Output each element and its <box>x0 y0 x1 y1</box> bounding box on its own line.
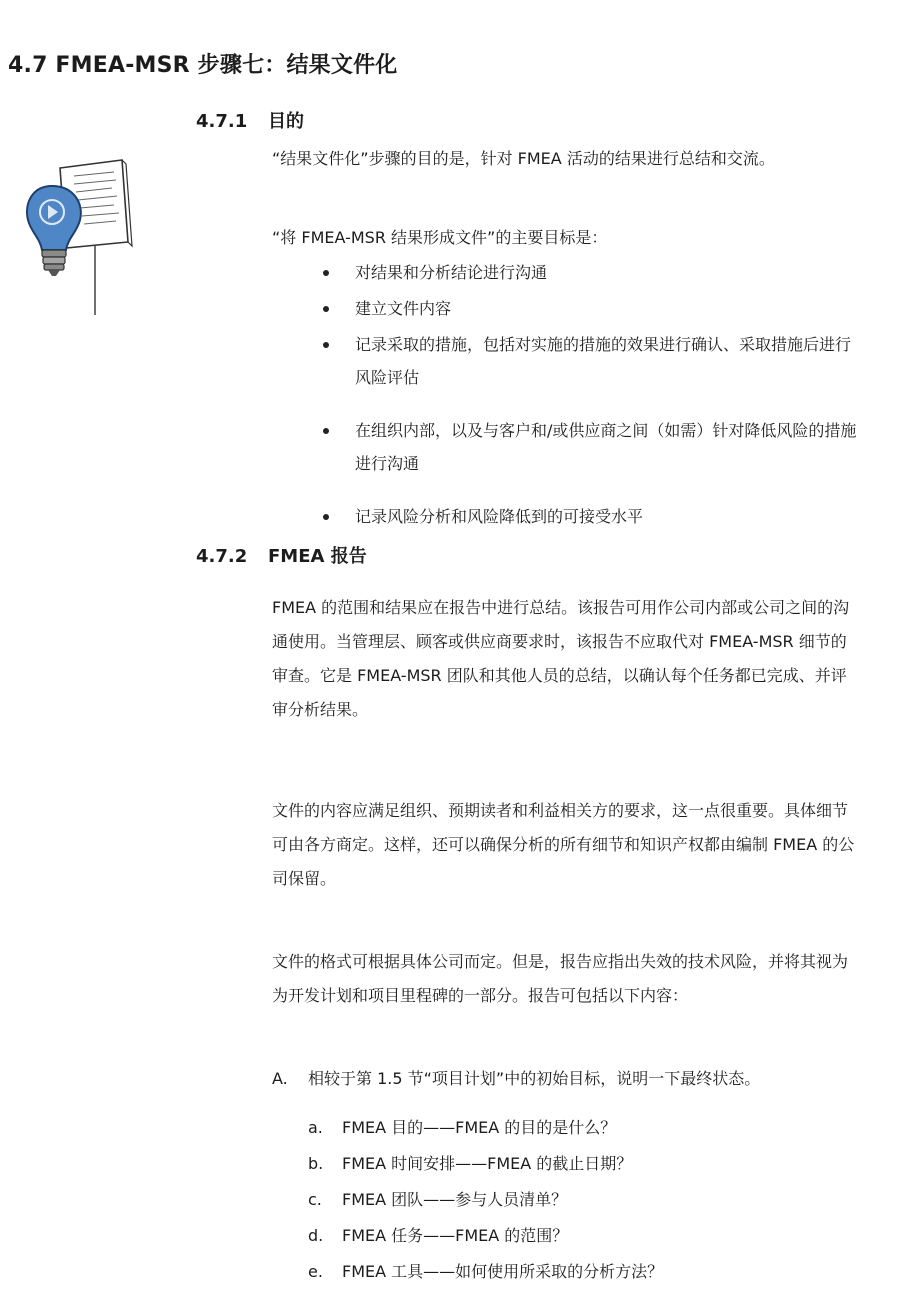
list-item: 记录风险分析和风险降低到的可接受水平 <box>321 500 861 533</box>
goals-list <box>321 256 861 533</box>
report-subitems <box>308 1110 848 1290</box>
report-paragraph-3: 文件的格式可根据具体公司而定。但是，报告应指出失效的技术风险，并将其视为为开发计划和项目里程碑的一部分。报告可包括以下内容： <box>272 952 849 1005</box>
purpose-number: 4.7.1 <box>196 111 248 132</box>
report-title: FMEA 报告 <box>268 546 367 567</box>
list-item: 记录采取的措施，包括对实施的措施的效果进行确认、采取措施后进行风险评估 <box>321 328 861 394</box>
list-item: d. FMEA 任务——FMEA 的范围？ <box>308 1226 569 1245</box>
bullet-icon <box>323 514 329 520</box>
list-item: b. FMEA 时间安排——FMEA 的截止日期？ <box>308 1154 633 1173</box>
list-item: c. FMEA 团队——参与人员清单？ <box>308 1190 568 1209</box>
item-text: 相较于第 1.5 节“项目计划”中的初始目标，说明一下最终状态。 <box>308 1069 761 1088</box>
bullet-icon <box>323 428 329 434</box>
bullet-icon <box>323 306 329 312</box>
purpose-title: 目的 <box>268 111 304 132</box>
report-heading <box>196 542 367 568</box>
bullet-icon <box>323 270 329 276</box>
report-paragraph-1: FMEA 的范围和结果应在报告中进行总结。该报告可用作公司内部或公司之间的沟通使用。当管理层、顾客或供应商要求时，该报告不应取代对 FMEA-MSR 细节的审查。它是 FMEA-MSR 团队和其他人员的总结，以确认每个任务都已完成、并评审分析结果。 <box>272 598 850 719</box>
list-item: a. FMEA 目的——FMEA 的目的是什么？ <box>308 1118 617 1137</box>
goals-lead: “将 FMEA-MSR 结果形成文件”的主要目标是： <box>272 228 608 247</box>
bullet-icon <box>323 342 329 348</box>
report-paragraph-2: 文件的内容应满足组织、预期读者和利益相关方的要求，这一点很重要。具体细节可由各方商定。这样，还可以确保分析的所有细节和知识产权都由编制 FMEA 的公司保留。 <box>272 801 855 888</box>
report-item-a <box>272 1061 872 1097</box>
list-item: e. FMEA 工具——如何使用所采取的分析方法？ <box>308 1262 664 1281</box>
list-item: 对结果和分析结论进行沟通 <box>321 256 861 289</box>
section-title: 4.7 FMEA-MSR 步骤七：结果文件化 <box>8 53 398 78</box>
report-number: 4.7.2 <box>196 546 248 567</box>
item-label: A. <box>272 1069 288 1088</box>
list-item: 建立文件内容 <box>321 292 861 325</box>
purpose-intro: “结果文件化”步骤的目的是，针对 FMEA 活动的结果进行总结和交流。 <box>272 149 775 168</box>
lightbulb-document-icon <box>22 150 142 320</box>
list-item: 在组织内部，以及与客户和/或供应商之间（如需）针对降低风险的措施进行沟通 <box>321 414 861 480</box>
purpose-heading <box>196 107 304 133</box>
